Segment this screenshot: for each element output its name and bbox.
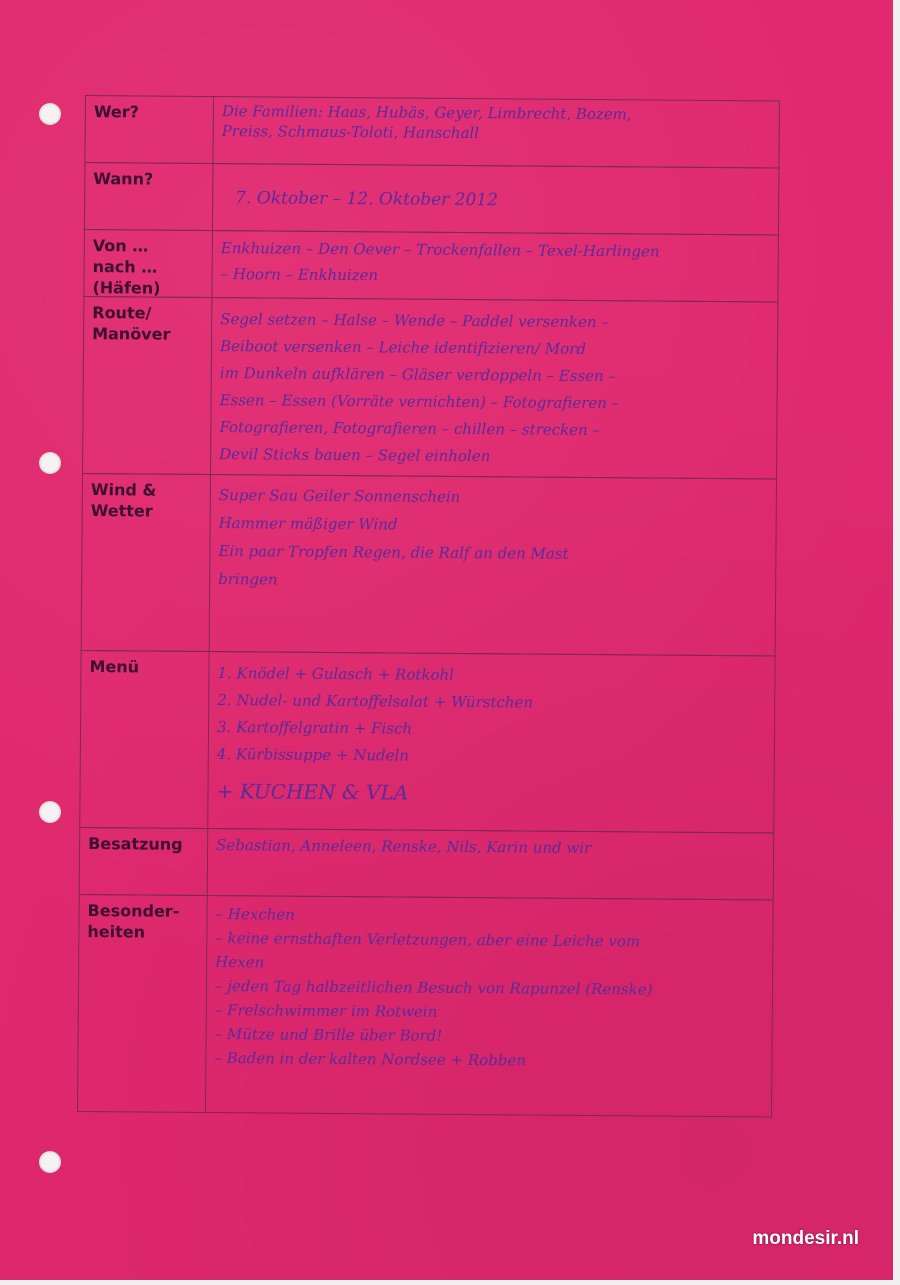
- handwritten-line: Enkhuizen – Den Oever – Trockenfallen – Texel-Harlingen: [220, 239, 660, 261]
- row-route: [82, 296, 778, 479]
- row-content: [211, 298, 777, 478]
- row-label: Besatzung: [80, 828, 209, 895]
- punch-hole: [39, 1151, 61, 1173]
- row-label: Besonder- heiten: [78, 895, 208, 1112]
- handwritten-line: – Frelschwimmer im Rotwein: [214, 1001, 438, 1021]
- row-label: Wind & Wetter: [82, 474, 211, 651]
- handwritten-line: bringen: [218, 570, 278, 589]
- row-label: Route/ Manöver: [83, 297, 212, 474]
- handwritten-line: im Dunkeln aufklären – Gläser verdoppeln – Essen –: [219, 364, 617, 386]
- row-label: Wann?: [85, 163, 214, 230]
- handwritten-line: Hexen: [215, 953, 265, 972]
- handwritten-line: Ein paar Tropfen Regen, die Ralf an den Mast: [218, 542, 569, 563]
- row-haefen: [83, 229, 779, 302]
- row-content: [208, 829, 774, 899]
- handwritten-line: – keine ernsthaften Verletzungen, aber eine Leiche vom: [215, 929, 641, 951]
- handwritten-line: 4. Kürbissuppe + Nudeln: [216, 745, 410, 765]
- handwritten-line: 2. Nudel- und Kartoffelsalat + Würstchen: [217, 691, 534, 712]
- row-wer: [84, 95, 780, 168]
- handwritten-line: Die Familien: Haas, Hubäs, Geyer, Limbrecht, Bozem,: [221, 102, 632, 124]
- handwritten-line: 1. Knödel + Gulasch + Rotkohl: [217, 664, 455, 684]
- row-menue: [79, 650, 775, 833]
- handwritten-line: Beiboot versenken – Leiche identifizieren/ Mord: [219, 337, 587, 358]
- row-content: [206, 896, 773, 1116]
- row-besatzung: [79, 827, 775, 900]
- handwritten-line: Segel setzen – Halse – Wende – Paddel versenken –: [220, 310, 609, 332]
- row-content: [212, 231, 778, 301]
- handwritten-line: Hammer mäßiger Wind: [218, 514, 398, 534]
- handwritten-line: – Hexchen: [215, 905, 295, 924]
- punch-hole: [39, 801, 61, 823]
- row-wetter: [81, 473, 777, 656]
- handwritten-line: – jeden Tag halbzeitlichen Besuch von Rapunzel (Renske): [214, 977, 653, 999]
- handwritten-line: – Mütze und Brille über Bord!: [214, 1025, 443, 1045]
- handwritten-line: 3. Kartoffelgratin + Fisch: [216, 718, 413, 738]
- punch-hole: [39, 452, 61, 474]
- punch-hole: [39, 103, 61, 125]
- handwritten-line: – Baden in der kalten Nordsee + Robben: [214, 1049, 527, 1070]
- trip-log-table: [77, 95, 780, 1120]
- handwritten-line: Fotografieren, Fotografieren – chillen – strecken –: [219, 418, 601, 440]
- handwritten-line: Super Sau Geiler Sonnenschein: [218, 486, 461, 506]
- handwritten-line: Sebastian, Anneleen, Renske, Nils, Karin und wir: [216, 836, 592, 857]
- handwritten-line: 7. Oktober – 12. Oktober 2012: [235, 188, 499, 211]
- watermark: mondesir.nl: [752, 1228, 859, 1249]
- handwritten-line: Preiss, Schmaus-Toloti, Hanschall: [221, 122, 480, 143]
- row-label: Von … nach … (Häfen): [84, 230, 213, 297]
- row-content: [208, 652, 774, 832]
- row-besonderheiten: [77, 894, 774, 1117]
- row-content: [213, 164, 779, 234]
- handwritten-line: Devil Sticks bauen – Segel einholen: [219, 445, 491, 466]
- handwritten-line: + KUCHEN & VLA: [216, 779, 409, 805]
- handwritten-line: Essen – Essen (Vorräte vernichten) – Fotografieren –: [219, 391, 620, 413]
- handwritten-line: – Hoorn – Enkhuizen: [220, 265, 379, 285]
- row-label: Wer?: [85, 96, 214, 163]
- row-content: [213, 97, 779, 167]
- row-wann: [84, 162, 780, 235]
- row-content: [210, 475, 776, 655]
- row-label: Menü: [80, 651, 209, 828]
